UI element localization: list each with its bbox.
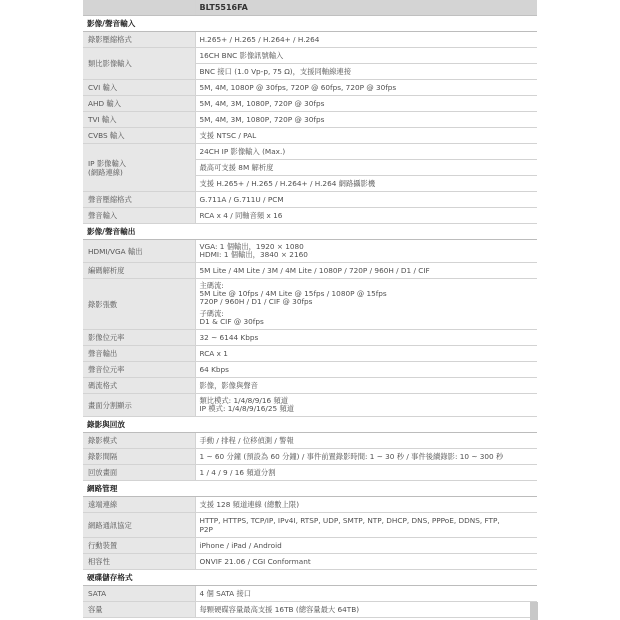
section-header (83, 417, 537, 433)
spec-value-line: 5M Lite / 4M Lite / 3M / 4M Lite / 1080P / 720P / 960H / D1 / CIF (199, 266, 430, 275)
spec-value (195, 263, 537, 279)
spec-label: 錄影模式 (83, 433, 195, 449)
spec-value-line: H.265+ / H.265 / H.264+ / H.264 (199, 35, 320, 44)
spec-label: 相容性 (83, 554, 195, 570)
spec-value: 16CH BNC 影像訊號輸入 (195, 48, 537, 64)
section-header (83, 481, 537, 497)
spec-row (83, 330, 537, 346)
spec-row (83, 586, 537, 602)
section-title: 錄影與回放 (83, 417, 537, 433)
spec-value-line: 5M, 4M, 3M, 1080P, 720P @ 30fps (199, 115, 325, 124)
spec-row (83, 554, 537, 570)
spec-value-line: 1 / 4 / 9 / 16 頻道分割 (199, 468, 276, 477)
spec-value (195, 346, 537, 362)
spec-table (83, 0, 537, 618)
spec-value (195, 240, 537, 263)
spec-row (83, 394, 537, 417)
spec-value (195, 208, 537, 224)
spec-label: AHD 輸入 (83, 96, 195, 112)
spec-row (83, 144, 537, 160)
section-title: 網路管理 (83, 481, 537, 497)
spec-label: 聲音位元率 (83, 362, 195, 378)
spec-row (83, 513, 537, 538)
spec-value-line: ONVIF 21.06 / CGI Conformant (199, 557, 311, 566)
section-header (83, 570, 537, 586)
spec-row (83, 362, 537, 378)
spec-value (195, 433, 537, 449)
spec-value: 最高可支援 8M 解析度 (195, 160, 537, 176)
spec-row (83, 263, 537, 279)
spec-value (195, 80, 537, 96)
spec-value (195, 192, 537, 208)
spec-value-line: D1 & CIF @ 30fps (199, 317, 264, 326)
spec-value-line: 5M, 4M, 1080P @ 30fps, 720P @ 60fps, 720P @ 30fps (199, 83, 397, 92)
spec-label: TVI 輸入 (83, 112, 195, 128)
spec-value (195, 602, 537, 618)
spec-row (83, 378, 537, 394)
model-header-row (83, 0, 537, 16)
spec-value-line: 720P / 960H / D1 / CIF @ 30fps (199, 297, 313, 306)
spec-row (83, 192, 537, 208)
spec-label: CVBS 輸入 (83, 128, 195, 144)
spec-label: 網路通訊協定 (83, 513, 195, 538)
spec-label: 聲音輸入 (83, 208, 195, 224)
spec-label: 聲音輸出 (83, 346, 195, 362)
spec-label: 聲音壓縮格式 (83, 192, 195, 208)
spec-label: IP 影像輸入 (網路連線) (83, 144, 195, 192)
spec-value-line: RCA x 1 (199, 349, 228, 358)
spec-sheet (83, 0, 537, 618)
spec-label: 影像位元率 (83, 330, 195, 346)
spec-row (83, 279, 537, 330)
spec-row (83, 602, 537, 618)
spec-row (83, 80, 537, 96)
spec-row (83, 433, 537, 449)
spec-value: 24CH IP 影像輸入 (Max.) (195, 144, 537, 160)
spec-value (195, 362, 537, 378)
spec-value (195, 112, 537, 128)
spec-value (195, 96, 537, 112)
spec-value-line: HDMI: 1 個輸出，3840 × 2160 (199, 250, 308, 259)
spec-value-line: iPhone / iPad / Android (199, 541, 282, 550)
spec-value-line: 支援 NTSC / PAL (199, 131, 257, 140)
spec-row (83, 112, 537, 128)
spec-value-line: P2P (199, 525, 213, 534)
spec-label: 編碼解析度 (83, 263, 195, 279)
spec-value (195, 32, 537, 48)
spec-value-line: 類比模式: 1/4/8/9/16 頻道 (199, 396, 289, 405)
spec-label: 錄影間隔 (83, 449, 195, 465)
spec-value (195, 128, 537, 144)
spec-value (195, 279, 537, 330)
spec-label: 碼流格式 (83, 378, 195, 394)
spec-value-line: 支援 128 頻道連線 (總數上限) (199, 500, 300, 509)
spec-value: BNC 接口 (1.0 Vp-p, 75 Ω)，支援同軸線連接 (195, 64, 537, 80)
spec-label: 回放畫面 (83, 465, 195, 481)
spec-label: 容量 (83, 602, 195, 618)
spec-row (83, 465, 537, 481)
spec-value (195, 554, 537, 570)
spec-value-line: RCA x 4 / 同軸音頻 x 16 (199, 211, 283, 220)
spec-value-line: 5M Lite @ 10fps / 4M Lite @ 15fps / 1080P @ 15fps (199, 289, 387, 298)
spec-value (195, 465, 537, 481)
model-name: BLT5516FA (195, 0, 537, 16)
spec-label: 行動裝置 (83, 538, 195, 554)
spec-row (83, 538, 537, 554)
spec-row (83, 96, 537, 112)
spec-label: CVI 輸入 (83, 80, 195, 96)
spec-value-line: 4 個 SATA 接口 (199, 589, 252, 598)
section-title: 影像/聲音輸入 (83, 16, 537, 32)
model-header-blank (83, 0, 195, 16)
spec-value (195, 586, 537, 602)
spec-row (83, 48, 537, 64)
section-title: 硬碟儲存格式 (83, 570, 537, 586)
spec-value-line: IP 模式: 1/4/8/9/16/25 頻道 (199, 404, 295, 413)
spec-row (83, 240, 537, 263)
spec-value-line: 32 ~ 6144 Kbps (199, 333, 259, 342)
spec-label: SATA (83, 586, 195, 602)
section-title: 影像/聲音輸出 (83, 224, 537, 240)
spec-value-line: G.711A / G.711U / PCM (199, 195, 284, 204)
spec-value-line: 每顆硬碟容量最高支援 16TB (總容量最大 64TB) (199, 605, 360, 614)
spec-label: 遠端連線 (83, 497, 195, 513)
scrollbar-thumb[interactable] (530, 602, 538, 620)
spec-value (195, 394, 537, 417)
spec-value: 支援 H.265+ / H.265 / H.264+ / H.264 網路攝影機 (195, 176, 537, 192)
spec-value-line: 主碼流: (199, 281, 224, 290)
section-header (83, 224, 537, 240)
spec-value (195, 378, 537, 394)
spec-value (195, 330, 537, 346)
spec-label: HDMI/VGA 輸出 (83, 240, 195, 263)
spec-value (195, 497, 537, 513)
spec-label: 類比影像輸入 (83, 48, 195, 80)
spec-value (195, 538, 537, 554)
spec-value (195, 449, 537, 465)
spec-row (83, 208, 537, 224)
spec-row (83, 497, 537, 513)
spec-value-line: 手動 / 排程 / 位移偵測 / 警報 (199, 436, 294, 445)
spec-value-line: 1 ~ 60 分鐘 (預設為 60 分鐘) / 事件前置錄影時間: 1 ~ 30 秒 / 事件後續錄影: 10 ~ 300 秒 (199, 452, 504, 461)
spec-label: 錄影壓縮格式 (83, 32, 195, 48)
spec-label: 畫面分割顯示 (83, 394, 195, 417)
spec-row (83, 449, 537, 465)
section-header (83, 16, 537, 32)
spec-value-line: VGA: 1 個輸出，1920 × 1080 (199, 242, 304, 251)
spec-value-line: 子碼流: (199, 309, 224, 318)
spec-value-line: HTTP, HTTPS, TCP/IP, IPv4I, RTSP, UDP, SMTP, NTP, DHCP, DNS, PPPoE, DDNS, FTP, (199, 516, 500, 525)
spec-row (83, 128, 537, 144)
spec-value-line: 64 Kbps (199, 365, 229, 374)
spec-row (83, 346, 537, 362)
spec-label: 錄影張數 (83, 279, 195, 330)
spec-value (195, 513, 537, 538)
spec-value-line: 影像，影像與聲音 (199, 381, 258, 390)
spec-row (83, 32, 537, 48)
spec-value-line: 5M, 4M, 3M, 1080P, 720P @ 30fps (199, 99, 325, 108)
